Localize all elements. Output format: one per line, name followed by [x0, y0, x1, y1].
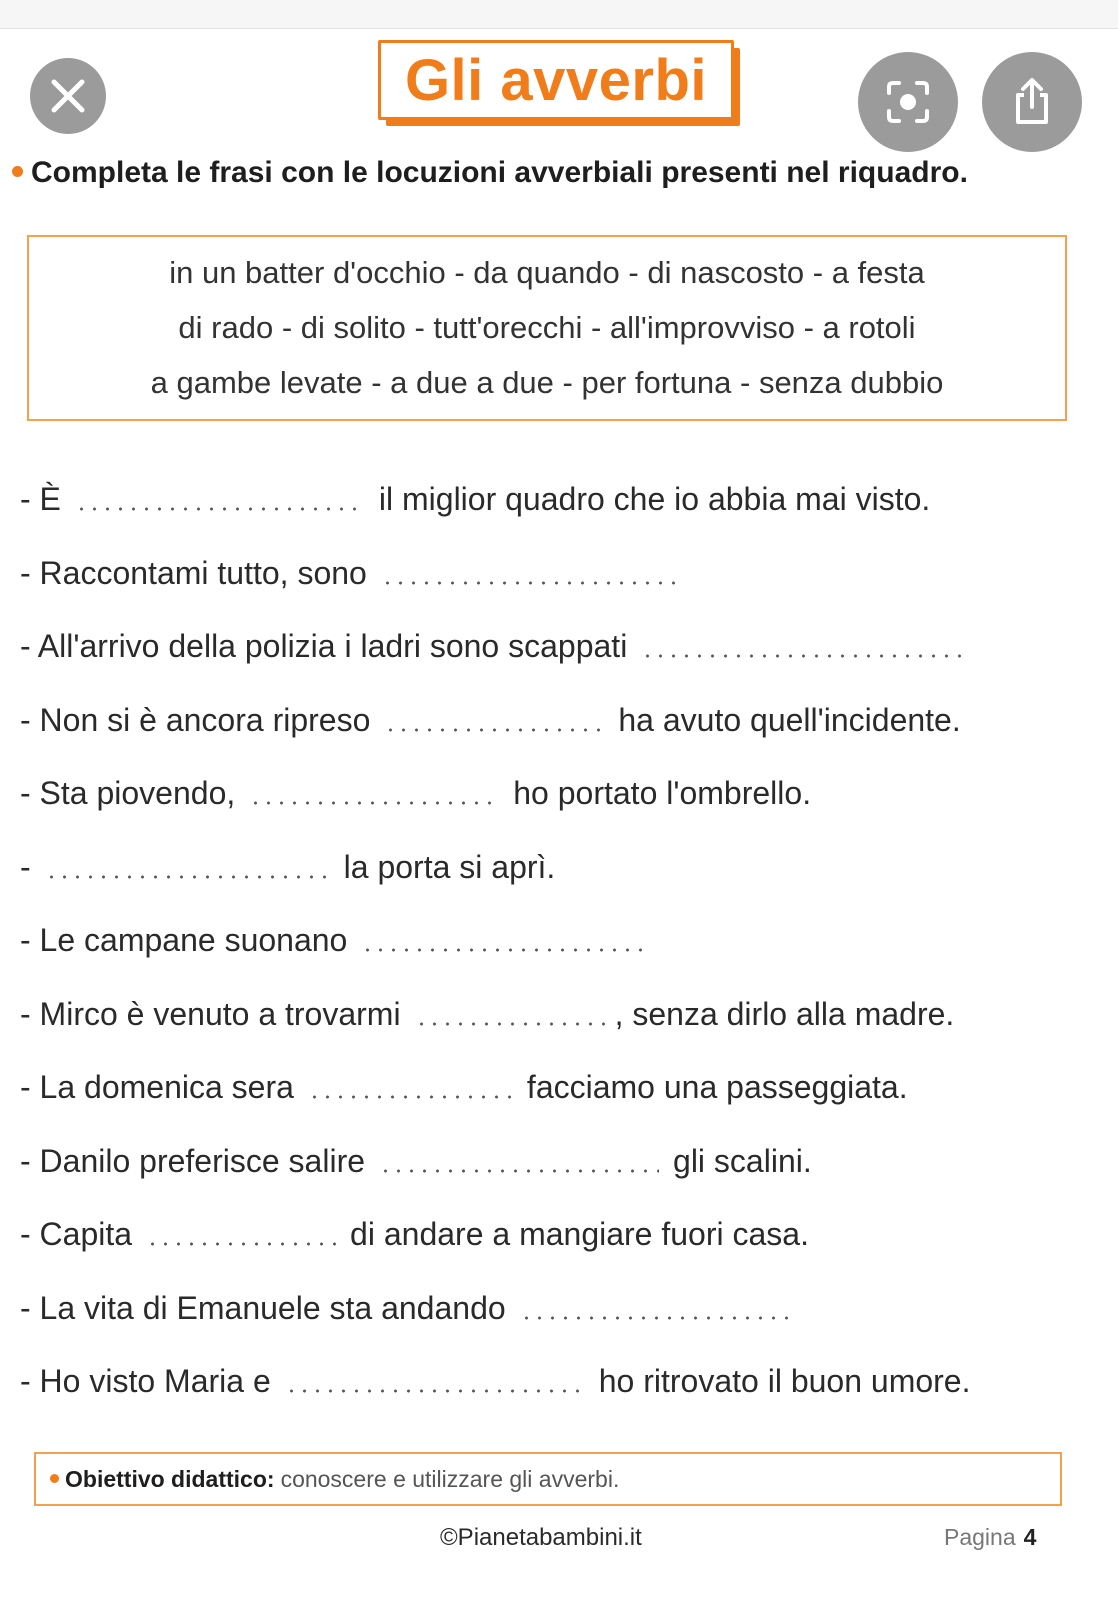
answer-blank[interactable]: [45, 870, 330, 880]
exercise-sentence: [20, 768, 1110, 812]
answer-blank[interactable]: [381, 576, 681, 586]
instruction: [12, 156, 1112, 190]
word-box-line: di rado - di solito - tutt'orecchi - all'improvviso - a rotoli: [178, 310, 916, 345]
title-banner: [378, 40, 740, 126]
exercise-sentence: [20, 1136, 1110, 1180]
page-title: Gli avverbi: [404, 47, 708, 113]
sentence-start: - Danilo preferisce salire: [20, 1143, 366, 1179]
share-icon: [1009, 77, 1055, 127]
answer-blank[interactable]: [379, 1164, 659, 1174]
bullet-icon: [50, 1474, 59, 1483]
answer-blank[interactable]: [415, 1017, 615, 1027]
title-box: [378, 40, 734, 120]
word-box: [27, 235, 1067, 421]
sentence-end: gli scalini.: [673, 1143, 812, 1179]
sentence-end: facciamo una passeggiata.: [526, 1069, 908, 1105]
sentence-end: ho ritrovato il buon umore.: [598, 1363, 971, 1399]
sentence-start: -: [20, 849, 31, 885]
sentence-start: - Non si è ancora ripreso: [20, 702, 371, 738]
answer-blank[interactable]: [146, 1237, 336, 1247]
exercise-sentence: [20, 474, 1110, 518]
exercise-sentence: [20, 842, 1110, 886]
sentence-start: - La vita di Emanuele sta andando: [20, 1290, 506, 1326]
exercise-sentence: [20, 548, 1110, 592]
answer-blank[interactable]: [641, 649, 971, 659]
page-label: Pagina: [944, 1524, 1016, 1550]
sentence-end: il miglior quadro che io abbia mai visto.: [378, 481, 931, 517]
exercise-sentence: [20, 1062, 1110, 1106]
exercise-sentence: [20, 989, 1110, 1033]
sentence-start: - Le campane suonano: [20, 922, 348, 958]
sentence-end: , senza dirlo alla madre.: [614, 996, 955, 1032]
sentence-start: - Capita: [20, 1216, 133, 1252]
answer-blank[interactable]: [520, 1311, 790, 1321]
word-box-line: in un batter d'occhio - da quando - di nascosto - a festa: [169, 255, 925, 290]
visual-search-button[interactable]: [858, 52, 958, 152]
page-number: 4: [1023, 1524, 1037, 1550]
exercise-sentence: [20, 1209, 1110, 1253]
exercise-sentence: [20, 695, 1110, 739]
sentence-start: - È: [20, 481, 61, 517]
answer-blank[interactable]: [249, 796, 499, 806]
answer-blank[interactable]: [308, 1090, 513, 1100]
answer-blank[interactable]: [75, 502, 365, 512]
top-bar: [0, 0, 1118, 29]
exercise-sentence: [20, 915, 1110, 959]
objective-label: Obiettivo didattico:: [65, 1465, 275, 1492]
word-box-line: a gambe levate - a due a due - per fortuna - senza dubbio: [150, 365, 944, 400]
close-icon: [48, 76, 88, 116]
objective-text: conoscere e utilizzare gli avverbi.: [280, 1465, 620, 1492]
exercise-sentence: [20, 1356, 1110, 1400]
objective-box: [34, 1452, 1062, 1506]
sentence-start: - All'arrivo della polizia i ladri sono scappati: [20, 628, 628, 664]
sentence-start: - Raccontami tutto, sono: [20, 555, 367, 591]
sentence-end: ha avuto quell'incidente.: [618, 702, 961, 738]
sentence-start: - Ho visto Maria e: [20, 1363, 271, 1399]
footer-page: [944, 1524, 1036, 1551]
answer-blank[interactable]: [285, 1384, 585, 1394]
footer-site: ©Pianetabambini.it: [440, 1524, 642, 1551]
sentence-start: - Sta piovendo,: [20, 775, 236, 811]
sentence-end: la porta si aprì.: [343, 849, 556, 885]
close-button[interactable]: [30, 58, 106, 134]
bullet-icon: [12, 166, 23, 177]
answer-blank[interactable]: [384, 723, 604, 733]
sentence-end: ho portato l'ombrello.: [513, 775, 812, 811]
answer-blank[interactable]: [361, 943, 651, 953]
scan-icon: [883, 77, 933, 127]
instruction-text: Completa le frasi con le locuzioni avverbiali presenti nel riquadro.: [31, 156, 968, 189]
sentence-start: - Mirco è venuto a trovarmi: [20, 996, 401, 1032]
exercise-sentence: [20, 621, 1110, 665]
exercise-sentence: [20, 1283, 1110, 1327]
share-button[interactable]: [982, 52, 1082, 152]
sentence-end: di andare a mangiare fuori casa.: [350, 1216, 809, 1252]
sentence-start: - La domenica sera: [20, 1069, 294, 1105]
